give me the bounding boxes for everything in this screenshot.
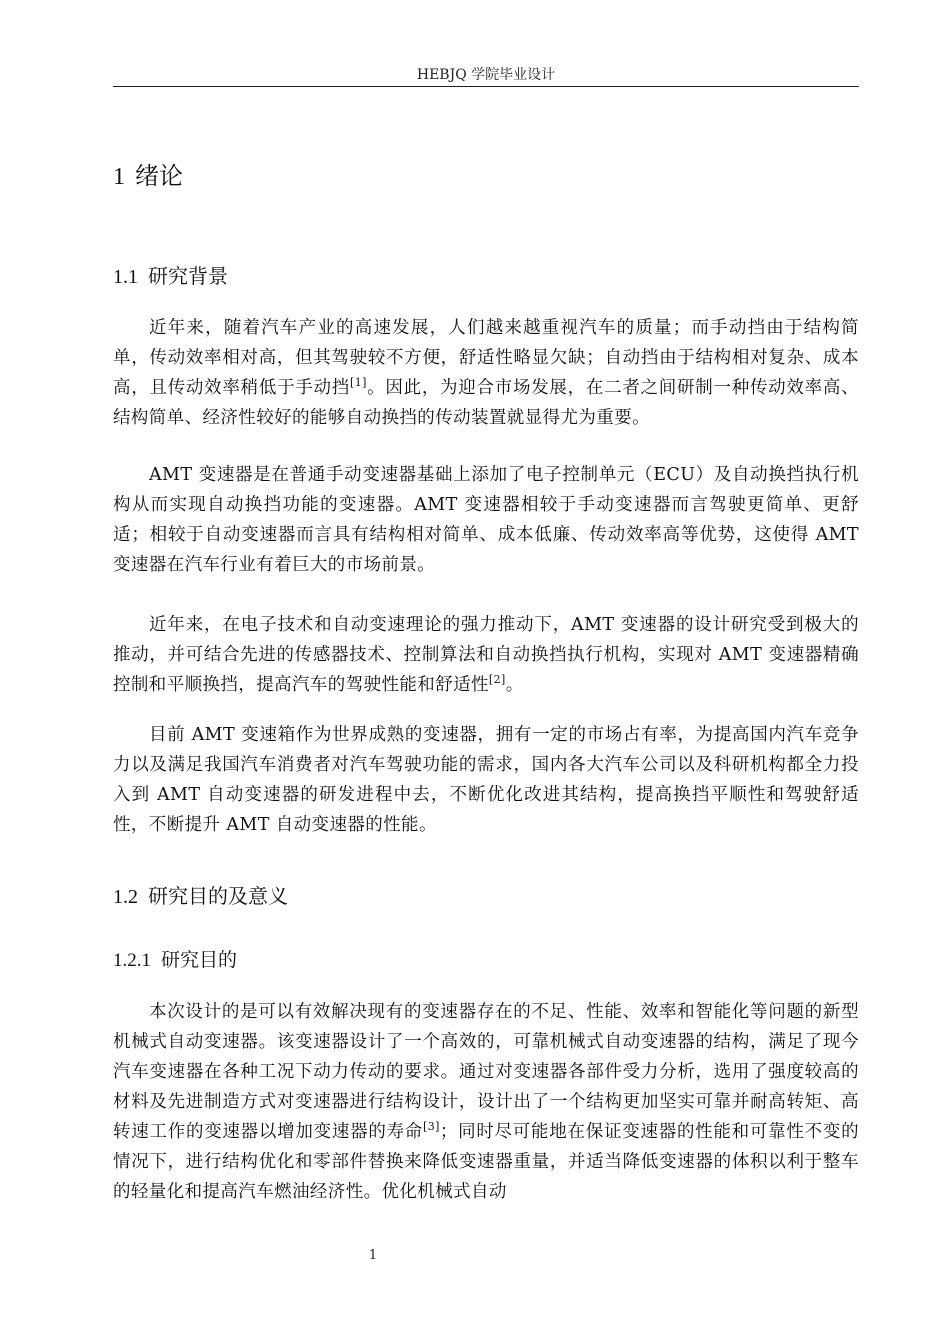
section-title: 研究目的及意义 [148, 884, 288, 908]
citation-ref: [1] [350, 376, 367, 389]
page-header: HEBJQ 学院毕业设计 [416, 67, 556, 83]
citation-ref: [3] [423, 1120, 440, 1133]
header-rule [113, 86, 859, 87]
paragraph-5: 本次设计的是可以有效解决现有的变速器存在的不足、性能、效率和智能化等问题的新型机械式自动变速器。该变速器设计了一个高效的，可靠机械式自动变速器的结构，满足了现今汽车变速器在各种工况下动力传动的要求。通过对变速器各部件受力分析，选用了强度较高的材料及先进制造方式对变速器进行结构设计，设计出了一个结构更加坚实可靠并耐高转矩、高转速工作的变速器以增加变速器的寿命[3]；同时尽可能地在保证变速器的性能和可靠性不变的情况下，进行结构优化和零部件替换来降低变速器重量，并适当降低变速器的体积以利于整车的轻量化和提高汽车燃油经济性。优化机械式自动 [113, 1002, 859, 1202]
citation-ref: [2] [488, 673, 506, 686]
chapter-title: 绪论 [135, 162, 183, 190]
subsection-title: 研究目的 [161, 949, 238, 971]
section-number: 1.2 [113, 886, 138, 908]
section-title: 研究背景 [148, 264, 228, 288]
paragraph-2: AMT 变速器是在普通手动变速器基础上添加了电子控制单元（ECU）及自动换挡执行机构从而实现自动换挡功能的变速器。AMT 变速器相较于手动变速器而言驾驶更简单、更舒适；相较于自动变速器而言具有结构相对简单、成本低廉、传动效率高等优势，这使得 AMT 变速器在汽车行业有着巨大的市场前景。 [113, 465, 859, 575]
page-number: 1 [368, 1248, 378, 1263]
section-heading-1-1 [113, 262, 228, 291]
paragraph-4: 目前 AMT 变速箱作为世界成熟的变速器，拥有一定的市场占有率，为提高国内汽车竞争力以及满足我国汽车消费者对汽车驾驶功能的需求，国内各大汽车公司以及科研机构都全力投入到 AMT 自动变速器的研发进程中去，不断优化改进其结构，提高换挡平顺性和驾驶舒适性，不断提升 AMT 自动变速器的性能。 [113, 725, 859, 835]
subsection-number: 1.2.1 [113, 950, 151, 971]
section-number: 1.1 [113, 266, 138, 288]
subsection-heading-1-2-1 [113, 946, 237, 975]
paragraph-1: 近年来，随着汽车产业的高速发展，人们越来越重视汽车的质量；而手动挡由于结构简单，传动效率相对高，但其驾驶较不方便，舒适性略显欠缺；自动挡由于结构相对复杂、成本高，且传动效率稍低于手动挡[1]。因此，为迎合市场发展，在二者之间研制一种传动效率高、结构简单、经济性较好的能够自动换挡的传动装置就显得尤为重要。 [113, 318, 859, 428]
chapter-heading [113, 160, 183, 193]
section-heading-1-2 [113, 882, 288, 911]
paragraph-3: 近年来，在电子技术和自动变速理论的强力推动下，AMT 变速器的设计研究受到极大的推动，并可结合先进的传感器技术、控制算法和自动换挡执行机构，实现对 AMT 变速器精确控制和平顺换挡，提高汽车的驾驶性能和舒适性[2]。 [113, 615, 859, 695]
chapter-number: 1 [113, 164, 125, 190]
